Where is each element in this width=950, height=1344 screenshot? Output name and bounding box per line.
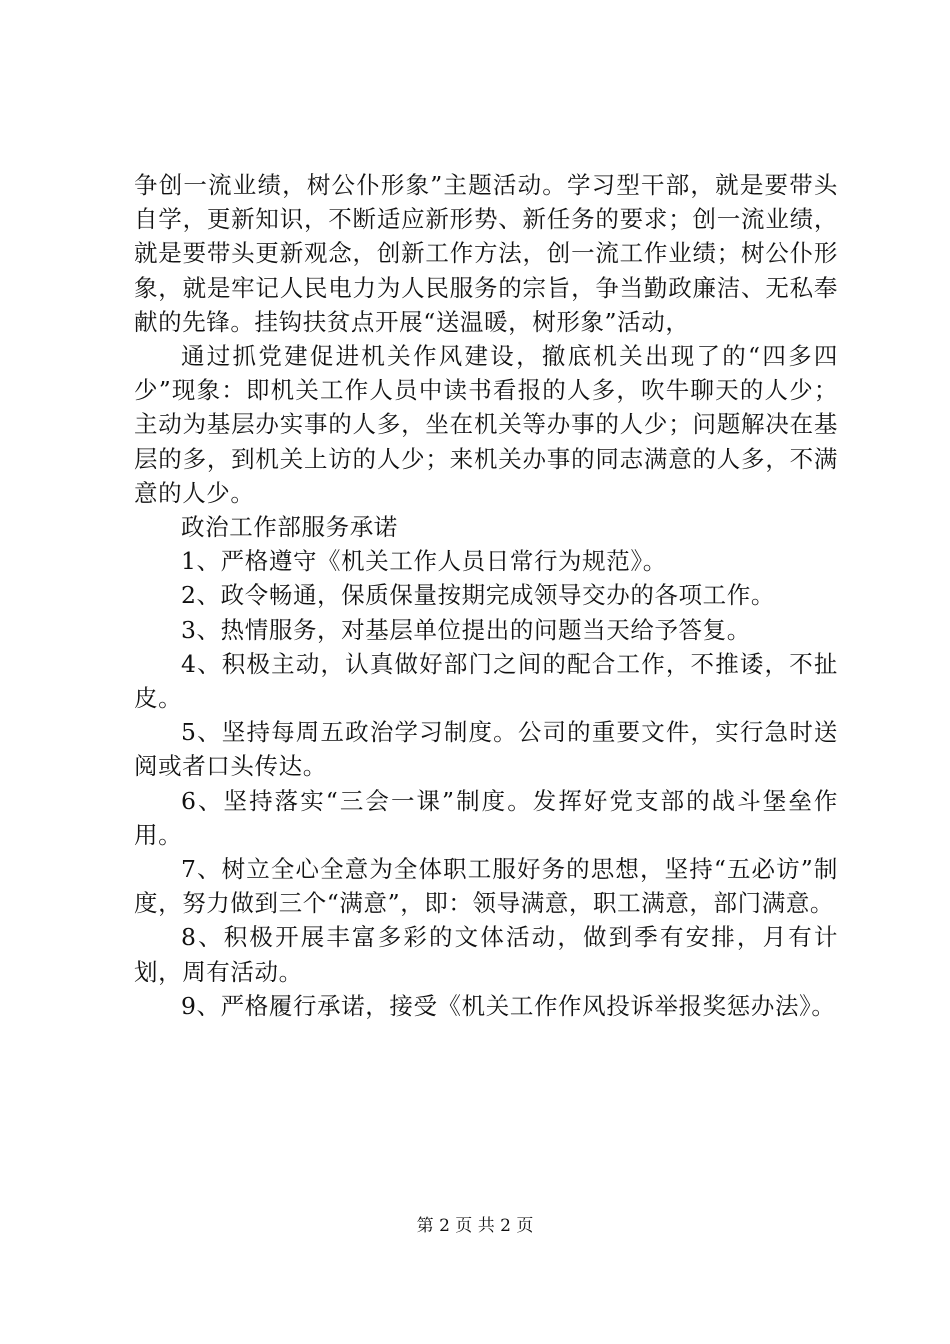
section-heading: 政治工作部服务承诺 bbox=[181, 513, 398, 542]
commitment-item-3: 3、热情服务，对基层单位提出的问题当天给予答复。 bbox=[181, 615, 751, 644]
paragraph-2: 通过抓党建促进机关作风建设，撤底机关出现了的“四多四少”现象：即机关工作人员中读书看报的人多，吹牛聊天的人少；主动为基层办实事的人多，坐在机关等办事的人少；问题解决在基层的多，到机关上访的人少；来机关办事的同志满意的人多，不满意的人少。 bbox=[134, 342, 838, 507]
commitment-item-8: 8、积极开展丰富多彩的文体活动，做到季有安排，月有计划，周有活动。 bbox=[134, 923, 838, 986]
commitment-item-4: 4、积极主动，认真做好部门之间的配合工作，不推诿，不扯皮。 bbox=[134, 649, 838, 713]
commitment-item-1: 1、严格遵守《机关工作人员日常行为规范》。 bbox=[181, 547, 667, 576]
commitment-item-7: 7、树立全心全意为全体职工服好务的思想，坚持“五必访”制度，努力做到三个“满意”，即：领导满意，职工满意，部门满意。 bbox=[134, 855, 838, 918]
commitment-item-5: 5、坚持每周五政治学习制度。公司的重要文件，实行急时送阅或者口头传达。 bbox=[134, 718, 838, 781]
commitment-item-9: 9、严格履行承诺，接受《机关工作作风投诉举报奖惩办法》。 bbox=[181, 991, 836, 1020]
page-number-footer: 第 2 页 共 2 页 bbox=[416, 1216, 534, 1236]
commitment-item-2: 2、政令畅通，保质保量按期完成领导交办的各项工作。 bbox=[181, 581, 775, 610]
document-body bbox=[134, 168, 838, 1023]
paragraph-1: 争创一流业绩，树公仆形象”主题活动。学习型干部，就是要带头自学，更新知识，不断适应新形势、新任务的要求；创一流业绩，就是要带头更新观念，创新工作方法，创一流工作业绩；树公仆形象，就是牢记人民电力为人民服务的宗旨，争当勤政廉洁、无私奉献的先锋。挂钩扶贫点开展“送温暖，树形象”活动， bbox=[134, 171, 838, 336]
commitment-item-6: 6、坚持落实“三会一课”制度。发挥好党支部的战斗堡垒作用。 bbox=[134, 786, 838, 849]
